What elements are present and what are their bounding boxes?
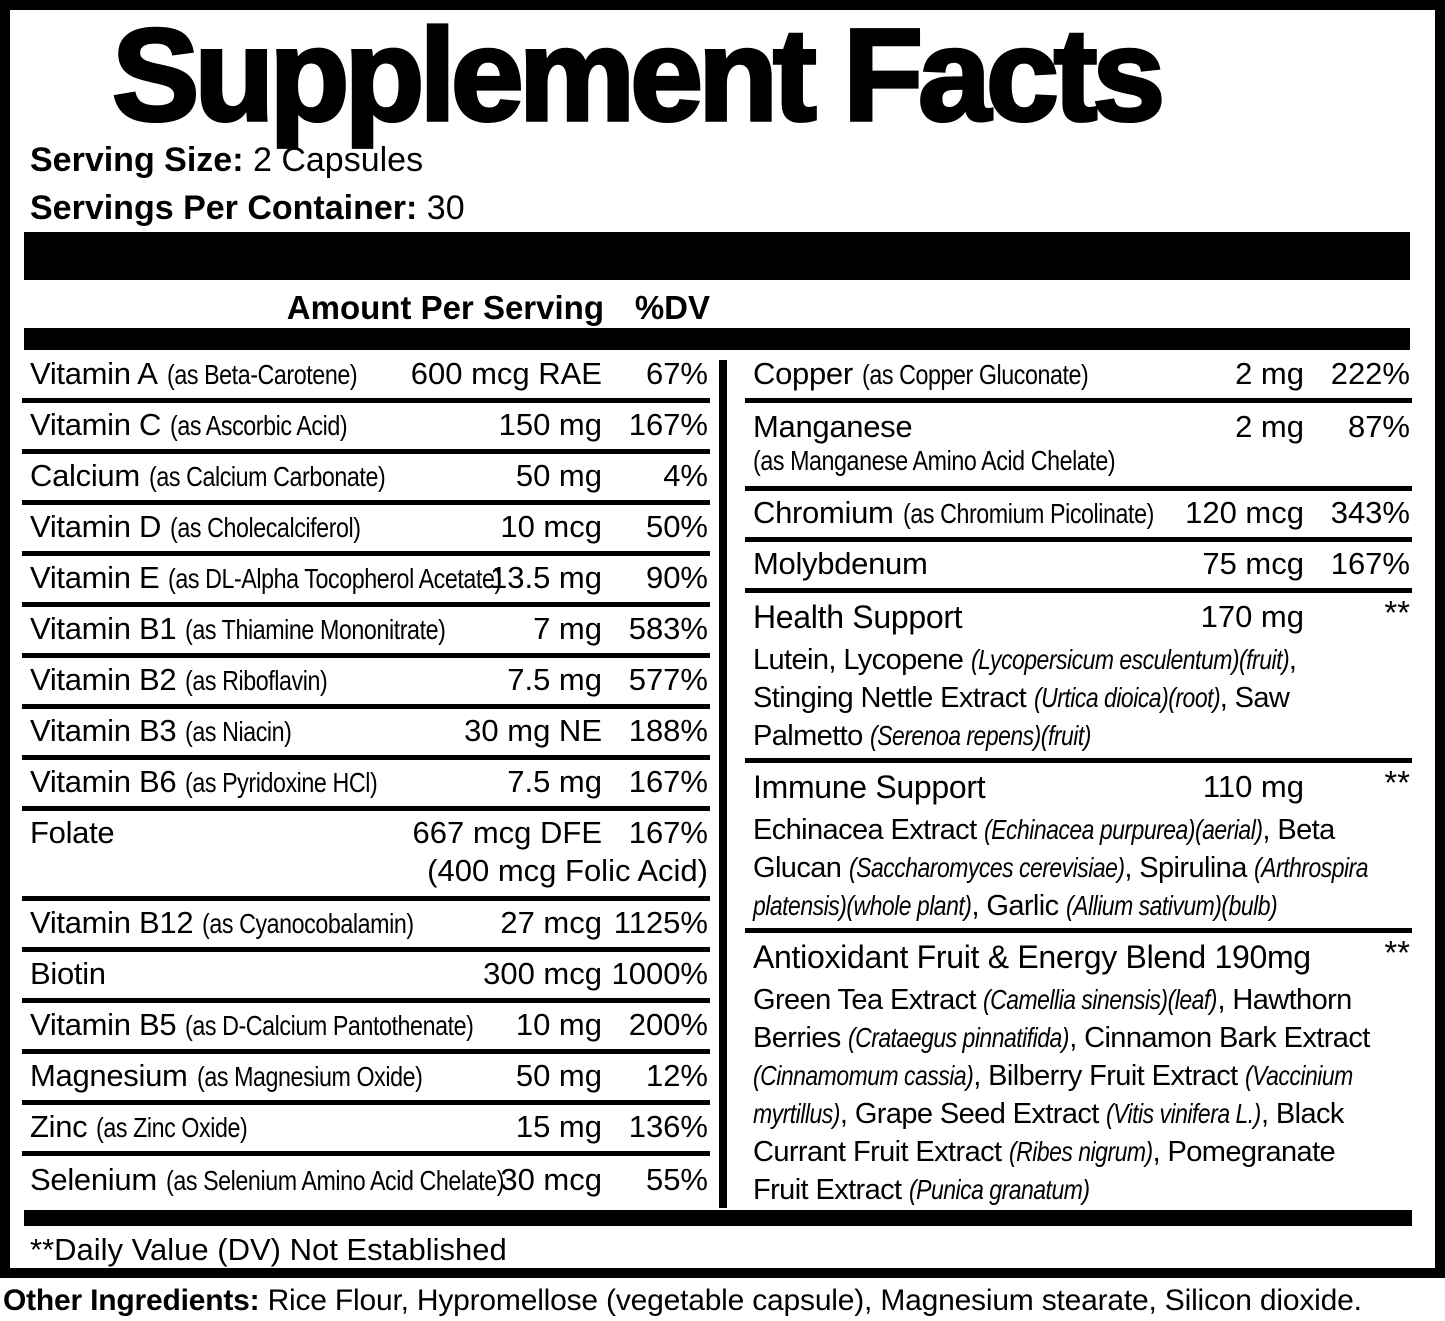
nutrient-name-cell <box>30 1109 508 1145</box>
nutrient-amount: 300 mcg <box>483 955 602 991</box>
nutrient-name-cell <box>30 407 491 443</box>
nutrient-name: Zinc <box>30 1108 88 1144</box>
nutrient-dv: 577% <box>628 661 708 697</box>
table-row <box>22 454 710 505</box>
table-row <box>22 1105 710 1156</box>
latin-name: (Echinacea purpurea)(aerial) <box>984 814 1263 845</box>
serving-size-label: Serving Size: <box>30 141 244 179</box>
nutrient-name: Molybdenum <box>753 545 928 581</box>
nutrient-form: (as Thiamine Mononitrate) <box>185 613 446 645</box>
blend-dv <box>1304 764 1410 806</box>
latin-name: (Urtica dioica)(root) <box>1033 682 1220 713</box>
blend-section <box>745 933 1412 1212</box>
nutrient-dv: 50% <box>645 508 708 544</box>
table-row <box>22 658 710 709</box>
ingredient-text: , Garlic <box>971 890 1066 922</box>
latin-name: (Vaccinium <box>1245 1060 1353 1091</box>
label-title: Supplement Facts <box>112 1 1161 148</box>
blend-dv <box>1304 934 1410 976</box>
latin-name: (Arthrospira <box>1254 852 1369 883</box>
ingredient-text: Palmetto <box>753 720 871 752</box>
nutrient-name: Vitamin B6 <box>30 763 177 799</box>
nutrient-form: (as Riboflavin) <box>185 664 328 696</box>
blend-header-row <box>753 763 1410 811</box>
serving-size-value: 2 Capsules <box>252 141 424 179</box>
blend-asterisks: ** <box>1384 764 1410 801</box>
blend-amount: 110 mg <box>1202 769 1304 804</box>
nutrient-line <box>30 1007 708 1043</box>
nutrient-amount: 15 mg <box>515 1108 602 1144</box>
blend-ingredients-line <box>753 849 1410 887</box>
nutrient-dv: 136% <box>628 1108 708 1144</box>
latin-name: (Crataegus pinnatifida) <box>848 1022 1070 1053</box>
nutrient-name-cell <box>30 509 492 545</box>
nutrient-dv: 55% <box>645 1162 708 1197</box>
table-row <box>22 403 710 454</box>
ingredient-text: , Hawthorn <box>1217 984 1352 1016</box>
servings-per-container-line <box>30 189 465 228</box>
nutrient-form-line <box>753 445 1410 478</box>
table-row <box>22 709 710 760</box>
table-row <box>22 556 710 607</box>
nutrient-amount: 600 mcg RAE <box>410 355 602 391</box>
nutrient-name: Folate <box>30 815 115 850</box>
nutrient-amount: 13.5 mg <box>489 559 602 595</box>
nutrient-dv: 167% <box>628 406 708 442</box>
nutrient-name: Vitamin B5 <box>30 1006 177 1042</box>
blend-ingredients-line <box>753 641 1410 679</box>
latin-name: (Lycopersicum esculentum)(fruit) <box>970 644 1289 675</box>
nutrient-name: Vitamin A <box>30 355 158 391</box>
nutrient-name-cell <box>753 409 1227 445</box>
nutrient-name-cell <box>30 815 404 851</box>
table-row <box>745 491 1412 542</box>
nutrient-form: (as Magnesium Oxide) <box>196 1060 423 1092</box>
nutrient-line <box>30 611 708 647</box>
blend-ingredients-line <box>753 1095 1410 1133</box>
nutrient-form: (as Cholecalciferol) <box>170 511 361 543</box>
nutrient-dv: 343% <box>1330 494 1410 530</box>
blend-ingredients-line <box>753 1133 1410 1171</box>
blend-header-row <box>753 593 1410 641</box>
nutrient-dv: 1000% <box>611 955 708 991</box>
other-ingredients-label: Other Ingredients: <box>3 1284 260 1317</box>
latin-name: myrtillus) <box>753 1098 840 1129</box>
nutrient-name-cell <box>30 356 403 392</box>
nutrient-name-cell <box>30 458 508 494</box>
nutrient-amount: 2 mg <box>1235 355 1304 391</box>
nutrient-amount: 10 mg <box>515 1006 602 1042</box>
nutrient-line <box>30 1058 708 1094</box>
blend-asterisks: ** <box>1384 594 1410 631</box>
left-column <box>22 352 710 1207</box>
nutrient-line <box>753 409 1410 445</box>
nutrient-name-cell <box>753 356 1227 392</box>
nutrient-dv: 167% <box>628 815 708 850</box>
table-row <box>22 952 710 1003</box>
latin-name: (Serenoa repens)(fruit) <box>870 720 1092 751</box>
nutrient-name-cell <box>30 764 499 800</box>
nutrient-name: Chromium <box>753 494 894 530</box>
nutrient-form: (as Calcium Carbonate) <box>148 460 386 492</box>
nutrient-name-cell <box>30 559 503 596</box>
nutrient-form: (as DL-Alpha Tocopherol Acetate) <box>168 562 503 594</box>
ingredient-text: , Bilberry Fruit Extract <box>973 1060 1246 1092</box>
blend-name: Antioxidant Fruit & Energy Blend 190mg <box>753 938 1311 975</box>
nutrient-name: Vitamin B1 <box>30 610 177 646</box>
table-row <box>22 1054 710 1105</box>
ingredient-text: , Black <box>1260 1098 1344 1130</box>
nutrient-amount: 50 mg <box>515 457 602 493</box>
nutrient-name: Magnesium <box>30 1057 188 1093</box>
right-column <box>745 352 1412 1212</box>
blend-ingredients-line <box>753 1019 1410 1057</box>
latin-name: platensis)(whole plant) <box>753 890 972 921</box>
nutrient-form: (as Selenium Amino Acid Chelate) <box>165 1165 504 1196</box>
nutrient-line <box>30 815 708 851</box>
dv-footnote: **Daily Value (DV) Not Established <box>30 1232 507 1267</box>
nutrient-amount: 2 mg <box>1235 408 1304 444</box>
nutrient-form: (as Niacin) <box>185 715 292 747</box>
blend-ingredients-line <box>753 717 1410 755</box>
blend-ingredients-line <box>753 811 1410 849</box>
nutrient-amount: 30 mg NE <box>464 712 602 748</box>
nutrient-amount: 27 mcg <box>500 904 602 940</box>
table-row <box>745 352 1412 403</box>
nutrient-dv: 12% <box>645 1057 708 1093</box>
nutrient-form: (as Zinc Oxide) <box>96 1111 248 1143</box>
blend-name-cell <box>753 769 1195 806</box>
blend-ingredients-line <box>753 981 1410 1019</box>
ingredient-text: , Cinnamon Bark Extract <box>1069 1022 1370 1054</box>
thick-rule-under-header <box>24 328 1410 350</box>
ingredient-text: , Spirulina <box>1124 852 1255 884</box>
blend-name-cell <box>753 599 1193 636</box>
nutrient-amount: 75 mcg <box>1202 545 1304 581</box>
ingredient-text: , <box>1288 644 1297 676</box>
nutrient-amount: 30 mcg <box>500 1162 602 1197</box>
nutrient-name-cell <box>753 546 1194 582</box>
nutrient-line <box>30 356 708 392</box>
nutrient-line <box>30 458 708 494</box>
ingredient-text: Echinacea Extract <box>753 814 984 846</box>
nutrient-dv: 87% <box>1347 408 1410 444</box>
latin-name: (Cinnamomum cassia) <box>753 1060 974 1091</box>
nutrient-dv: 4% <box>663 457 708 493</box>
table-row <box>22 760 710 811</box>
nutrient-dv: 1125% <box>613 904 708 940</box>
ingredient-text: Currant Fruit Extract <box>753 1136 1009 1168</box>
column-header-row <box>22 288 710 328</box>
nutrient-name: Vitamin B3 <box>30 712 177 748</box>
latin-name: (Saccharomyces cerevisiae) <box>848 852 1125 883</box>
table-row <box>745 542 1412 593</box>
ingredient-text: Green Tea Extract <box>753 984 984 1016</box>
nutrient-line <box>30 713 708 749</box>
blend-section <box>745 593 1412 763</box>
latin-name: (Camellia sinensis)(leaf) <box>983 984 1218 1015</box>
nutrient-name-cell <box>753 495 1177 531</box>
latin-name: (Ribes nigrum) <box>1008 1136 1153 1167</box>
nutrient-name: Calcium <box>30 457 140 493</box>
nutrient-line <box>753 546 1410 582</box>
nutrient-dv: 583% <box>628 610 708 646</box>
nutrient-name: Vitamin D <box>30 508 162 544</box>
nutrient-dv: 90% <box>645 559 708 595</box>
nutrient-form: (as D-Calcium Pantothenate) <box>185 1009 474 1041</box>
serving-size-line <box>30 141 423 180</box>
nutrient-dv: 188% <box>628 712 708 748</box>
nutrient-name: Vitamin E <box>30 559 160 595</box>
ingredient-text: , Saw <box>1219 682 1290 714</box>
nutrient-dv: 200% <box>628 1006 708 1042</box>
nutrient-line <box>30 560 708 596</box>
nutrient-line <box>30 905 708 941</box>
nutrient-name-cell <box>30 1058 508 1094</box>
nutrient-name-cell <box>30 956 475 992</box>
table-row <box>745 403 1412 491</box>
nutrient-form: (as Copper Gluconate) <box>861 358 1089 390</box>
table-row <box>22 607 710 658</box>
nutrient-line <box>30 764 708 800</box>
other-ingredients-value: Rice Flour, Hypromellose (vegetable capsule), Magnesium stearate, Silicon dioxide. <box>267 1284 1362 1317</box>
nutrient-name-cell <box>30 1007 508 1043</box>
thick-rule-bottom <box>24 1210 1412 1226</box>
blend-ingredients-line <box>753 1171 1410 1209</box>
nutrient-form: (as Chromium Picolinate) <box>902 497 1154 529</box>
nutrient-line <box>30 407 708 443</box>
nutrient-form: (as Pyridoxine HCl) <box>185 766 378 798</box>
nutrient-amount: 50 mg <box>515 1057 602 1093</box>
nutrient-amount: 7.5 mg <box>507 763 602 799</box>
ingredient-text: Fruit Extract <box>753 1174 909 1206</box>
nutrient-name: Vitamin B2 <box>30 661 177 697</box>
blend-section <box>745 763 1412 933</box>
blend-header-row <box>753 933 1410 981</box>
ingredient-text: , Pomegranate <box>1152 1136 1336 1168</box>
nutrient-name-cell <box>30 1162 504 1198</box>
blend-ingredients-line <box>753 1057 1410 1095</box>
nutrient-name: Vitamin B12 <box>30 904 194 940</box>
nutrient-form: (as Ascorbic Acid) <box>170 409 348 441</box>
ingredient-text: Lutein, Lycopene <box>753 644 971 676</box>
blend-ingredients-line <box>753 887 1410 925</box>
nutrient-amount: 667 mcg DFE <box>412 815 602 850</box>
nutrient-dv: 67% <box>645 355 708 391</box>
nutrient-line <box>30 1162 708 1198</box>
table-row <box>22 1156 710 1207</box>
blend-asterisks: ** <box>1384 934 1410 971</box>
nutrient-amount: 7 mg <box>533 610 602 646</box>
nutrient-form: (as Beta-Carotene) <box>166 358 357 390</box>
blend-ingredients-line <box>753 679 1410 717</box>
nutrient-line <box>30 956 708 992</box>
table-row <box>22 901 710 952</box>
nutrient-name-cell <box>30 713 456 749</box>
nutrient-line <box>30 509 708 545</box>
blend-name: Health Support <box>753 598 963 635</box>
nutrient-amount: 7.5 mg <box>507 661 602 697</box>
nutrient-dv: 167% <box>1330 545 1410 581</box>
nutrient-line <box>753 495 1410 531</box>
table-row <box>22 352 710 403</box>
ingredient-text: , Grape Seed Extract <box>839 1098 1107 1130</box>
blend-amount: 170 mg <box>1200 599 1304 634</box>
latin-name: (Vitis vinifera L.) <box>1106 1098 1262 1129</box>
other-ingredients-line <box>3 1284 1362 1318</box>
blend-name: Immune Support <box>753 768 986 805</box>
nutrient-name: Copper <box>753 355 853 391</box>
nutrient-form: (as Manganese Amino Acid Chelate) <box>753 444 1116 476</box>
nutrient-name: Vitamin C <box>30 406 162 442</box>
nutrient-amount: 120 mcg <box>1185 494 1304 530</box>
table-row <box>22 811 710 901</box>
nutrient-name: Manganese <box>753 408 913 444</box>
blend-name-cell <box>753 938 1311 976</box>
ingredient-text: Berries <box>753 1022 849 1054</box>
nutrient-amount: 10 mcg <box>500 508 602 544</box>
ingredient-text: , Beta <box>1262 814 1335 846</box>
ingredient-text: Glucan <box>753 852 849 884</box>
nutrient-name: Biotin <box>30 955 106 991</box>
nutrient-dv: 167% <box>628 763 708 799</box>
thick-rule-top <box>24 232 1410 280</box>
servings-per-container-label: Servings Per Container: <box>30 189 418 227</box>
nutrient-line <box>30 662 708 698</box>
latin-name: (Punica granatum) <box>908 1174 1090 1205</box>
ingredient-text: Stinging Nettle Extract <box>753 682 1034 714</box>
blend-dv <box>1304 594 1410 636</box>
column-divider <box>719 360 727 1208</box>
nutrient-name-cell <box>30 662 499 698</box>
servings-per-container-value: 30 <box>426 189 465 227</box>
table-row <box>22 505 710 556</box>
nutrient-amount-note: (400 mcg Folic Acid) <box>427 853 708 888</box>
nutrient-dv: 222% <box>1330 355 1410 391</box>
dv-header: %DV <box>634 289 710 326</box>
nutrient-amount: 150 mg <box>498 406 602 442</box>
nutrient-line <box>753 356 1410 392</box>
latin-name: (Allium sativum)(bulb) <box>1065 890 1278 921</box>
nutrient-line <box>30 1109 708 1145</box>
nutrient-name-cell <box>30 905 492 941</box>
nutrient-form: (as Cyanocobalamin) <box>202 907 414 939</box>
nutrient-name-cell <box>30 611 525 647</box>
amount-per-serving-header: Amount Per Serving <box>286 289 604 326</box>
nutrient-name: Selenium <box>30 1162 157 1197</box>
table-row <box>22 1003 710 1054</box>
